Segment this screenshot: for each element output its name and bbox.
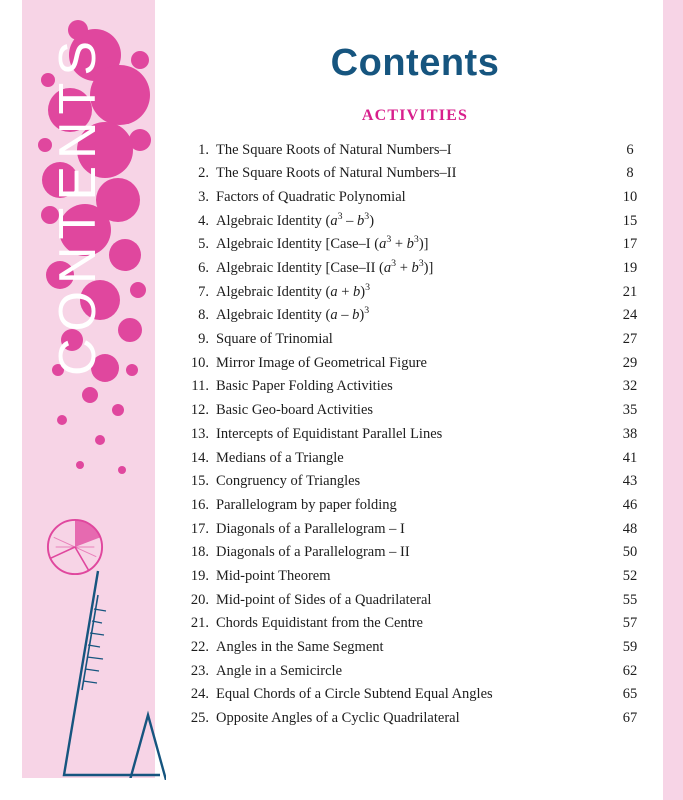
toc-item-number: 13. [190,425,209,442]
toc-item-number: 12. [190,402,209,419]
toc-item-page-number: 38 [622,425,638,442]
table-row[interactable] [181,683,651,707]
toc-item-page-number: 32 [622,378,638,395]
table-row[interactable] [181,517,651,541]
contents-main [175,0,655,800]
toc-item-page-number: 6 [626,141,634,158]
toc-item-number: 1. [198,141,209,158]
table-row[interactable] [181,304,651,328]
toc-item-number: 6. [198,260,209,277]
toc-item-label[interactable]: Congruency of Triangles [216,473,361,490]
toc-item-page-number: 59 [622,639,638,656]
toc-item-label[interactable]: Algebraic Identity $(a^3 - b^3)$ [216,210,375,229]
left-decorative-band [0,0,155,800]
toc-item-number: 21. [190,615,209,632]
toc-item-number: 11. [191,378,209,395]
toc-item-number: 4. [198,212,209,229]
toc-item-number: 17. [190,520,209,537]
toc-item-label[interactable]: Algebraic Identity $(a + b)^3$ [216,281,371,300]
toc-item-number: 8. [198,307,209,324]
toc-item-label[interactable]: Diagonals of a Parallelogram – II [216,544,410,561]
toc-item-number: 10. [190,354,209,371]
page-title: Contents [330,42,500,84]
toc-item-page-number: 65 [622,686,638,703]
table-row[interactable] [181,280,651,304]
table-row[interactable] [181,635,651,659]
toc-item-label[interactable]: Mid-point Theorem [216,567,331,584]
toc-item-page-number: 27 [622,331,638,348]
table-row[interactable] [181,351,651,375]
table-row[interactable] [181,541,651,565]
toc-item-number: 25. [190,710,209,727]
toc-item-page-number: 46 [622,496,638,513]
toc-item-page-number: 50 [622,544,638,561]
table-row[interactable] [181,446,651,470]
toc-item-label[interactable]: Intercepts of Equidistant Parallel Lines [216,425,443,442]
toc-item-label[interactable]: Basic Paper Folding Activities [216,378,393,395]
table-row[interactable] [181,564,651,588]
toc-item-number: 19. [190,567,209,584]
toc-item-number: 16. [190,496,209,513]
table-row[interactable] [181,707,651,731]
toc-item-page-number: 8 [626,165,634,182]
toc-item-number: 18. [190,544,209,561]
toc-item-label[interactable]: Diagonals of a Parallelogram – I [216,520,405,537]
toc-item-page-number: 15 [622,212,638,229]
toc-item-label[interactable]: Equal Chords of a Circle Subtend Equal Angles [216,686,493,703]
toc-item-page-number: 10 [622,188,638,205]
toc-item-label[interactable]: Mid-point of Sides of a Quadrilateral [216,591,432,608]
toc-item-page-number: 57 [622,615,638,632]
toc-item-page-number: 24 [622,307,638,324]
table-row[interactable] [181,256,651,280]
table-row[interactable] [181,138,651,162]
toc-item-number: 2. [198,165,209,182]
toc-item-label[interactable]: Basic Geo-board Activities [216,402,374,419]
toc-item-label[interactable]: Mirror Image of Geometrical Figure [216,354,427,371]
toc-item-number: 23. [190,662,209,679]
toc-item-number: 15. [190,473,209,490]
toc-item-label[interactable]: Chords Equidistant from the Centre [216,615,423,632]
table-of-contents-list [175,138,655,730]
toc-item-page-number: 29 [622,354,638,371]
toc-item-label[interactable]: Square of Trinomial [216,331,333,348]
toc-item-number: 9. [198,331,209,348]
table-row[interactable] [181,659,651,683]
toc-item-label[interactable]: Angles in the Same Segment [216,639,384,656]
table-row[interactable] [181,233,651,257]
toc-item-label[interactable]: Angle in a Semicircle [216,662,343,679]
toc-item-label[interactable]: Factors of Quadratic Polynomial [216,188,406,205]
table-row[interactable] [181,375,651,399]
set-square-deco-icon [56,565,166,780]
toc-item-page-number: 55 [622,591,638,608]
section-heading-activities: ACTIVITIES [361,107,469,124]
table-row[interactable] [181,470,651,494]
table-row[interactable] [181,399,651,423]
toc-item-page-number: 19 [622,260,638,277]
table-row[interactable] [181,162,651,186]
toc-item-page-number: 52 [622,567,638,584]
right-decorative-strip [663,0,683,800]
toc-item-label[interactable]: Medians of a Triangle [216,449,344,466]
vertical-contents-title: CONTENTS [49,34,107,376]
toc-item-number: 3. [198,188,209,205]
table-row[interactable] [181,328,651,352]
band-bottom-white-edge [22,778,155,800]
table-row[interactable] [181,185,651,209]
toc-item-number: 5. [198,236,209,253]
toc-item-number: 22. [190,639,209,656]
table-row[interactable] [181,588,651,612]
toc-item-label[interactable]: Opposite Angles of a Cyclic Quadrilateral [216,710,460,727]
table-row[interactable] [181,209,651,233]
table-row[interactable] [181,422,651,446]
toc-item-page-number: 21 [622,283,638,300]
toc-item-page-number: 62 [622,662,638,679]
toc-item-label[interactable]: Parallelogram by paper folding [216,496,397,513]
toc-item-page-number: 67 [622,710,638,727]
toc-item-label[interactable]: The Square Roots of Natural Numbers–I [216,141,452,158]
toc-item-number: 7. [198,283,209,300]
table-row[interactable] [181,612,651,636]
toc-item-label[interactable]: Algebraic Identity (a – b)$^3$ [216,305,370,324]
toc-item-page-number: 17 [622,236,638,253]
toc-item-number: 20. [190,591,209,608]
table-row[interactable] [181,493,651,517]
toc-item-label[interactable]: The Square Roots of Natural Numbers–II [216,165,457,182]
toc-item-page-number: 43 [622,473,638,490]
toc-item-page-number: 41 [622,449,638,466]
toc-item-number: 14. [190,449,209,466]
toc-item-label[interactable]: Algebraic Identity [Case–II $(a^3 + b^3)$] [216,258,434,277]
toc-item-label[interactable]: Algebraic Identity [Case–I $(a^3 + b^3)$] [216,234,429,253]
toc-item-page-number: 35 [622,402,638,419]
toc-item-number: 24. [190,686,209,703]
toc-item-page-number: 48 [622,520,638,537]
